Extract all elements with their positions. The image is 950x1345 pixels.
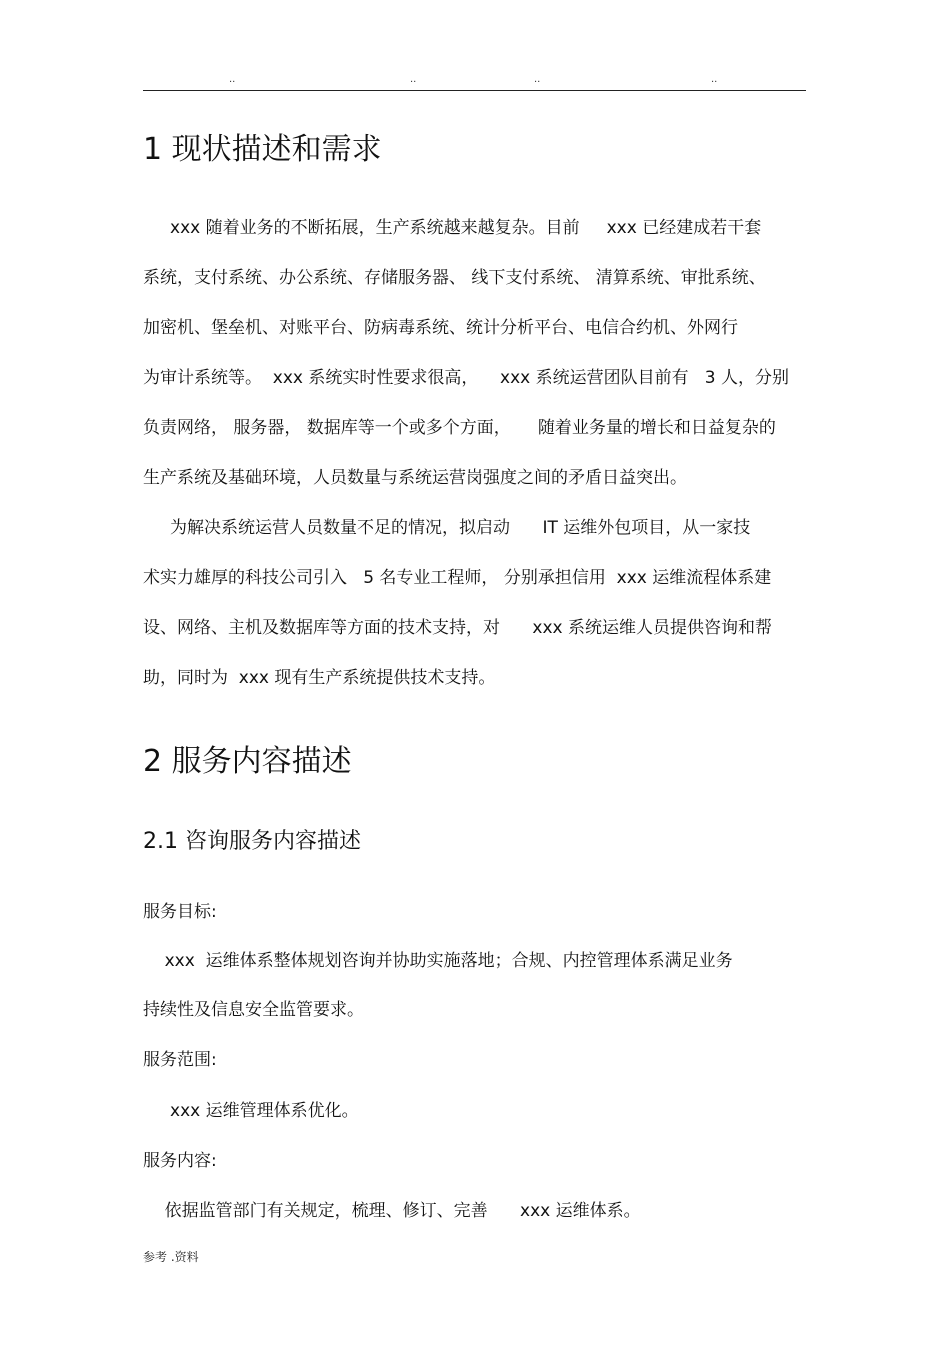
paragraph-line: 系统，支付系统、办公系统、存储服务器、 线下支付系统、 清算系统、审批系统、: [143, 268, 766, 288]
subsection-heading: 2.1 咨询服务内容描述: [143, 829, 361, 854]
paragraph-line: 设、网络、主机及数据库等方面的技术支持，对 xxx 系统运维人员提供咨询和帮: [143, 618, 773, 638]
service-goal-label: 服务目标:: [143, 902, 217, 922]
service-content-label: 服务内容:: [143, 1151, 217, 1171]
page-header-marks: [143, 72, 806, 88]
page-footer: 参考 .资料: [143, 1250, 199, 1264]
paragraph-line: 生产系统及基础环境，人员数量与系统运营岗强度之间的矛盾日益突出。: [143, 468, 687, 488]
paragraph-line: 为解决系统运营人员数量不足的情况，拟启动 IT 运维外包项目，从一家技: [143, 518, 751, 538]
service-goal-line: 持续性及信息安全监管要求。: [143, 1000, 364, 1020]
service-scope-line: xxx 运维管理体系优化。: [143, 1101, 359, 1121]
service-scope-label: 服务范围:: [143, 1050, 217, 1070]
header-mark: ..: [534, 74, 541, 85]
header-mark: ..: [711, 74, 718, 85]
header-mark: ..: [229, 74, 236, 85]
section2-heading: 2 服务内容描述: [143, 744, 352, 779]
paragraph-line: 助，同时为 xxx 现有生产系统提供技术支持。: [143, 668, 496, 688]
paragraph-line: 术实力雄厚的科技公司引入 5 名专业工程师， 分别承担信用 xxx 运维流程体系建: [143, 568, 772, 588]
paragraph-line: 为审计系统等。 xxx 系统实时性要求很高， xxx 系统运营团队目前有 3 人，分别: [143, 368, 790, 388]
section1-heading: 1 现状描述和需求: [143, 132, 382, 167]
paragraph-line: 负责网络， 服务器， 数据库等一个或多个方面， 随着业务量的增长和日益复杂的: [143, 418, 776, 438]
service-content-line: 依据监管部门有关规定，梳理、修订、完善 xxx 运维体系。: [143, 1201, 641, 1221]
paragraph-line: 加密机、堡垒机、对账平台、防病毒系统、统计分析平台、电信合约机、外网行: [143, 318, 738, 338]
paragraph-line: xxx 随着业务的不断拓展，生产系统越来越复杂。目前 xxx 已经建成若干套: [143, 218, 762, 238]
header-divider: [143, 90, 806, 91]
header-mark: ..: [410, 74, 417, 85]
service-goal-line: xxx 运维体系整体规划咨询并协助实施落地；合规、内控管理体系满足业务: [143, 951, 733, 971]
